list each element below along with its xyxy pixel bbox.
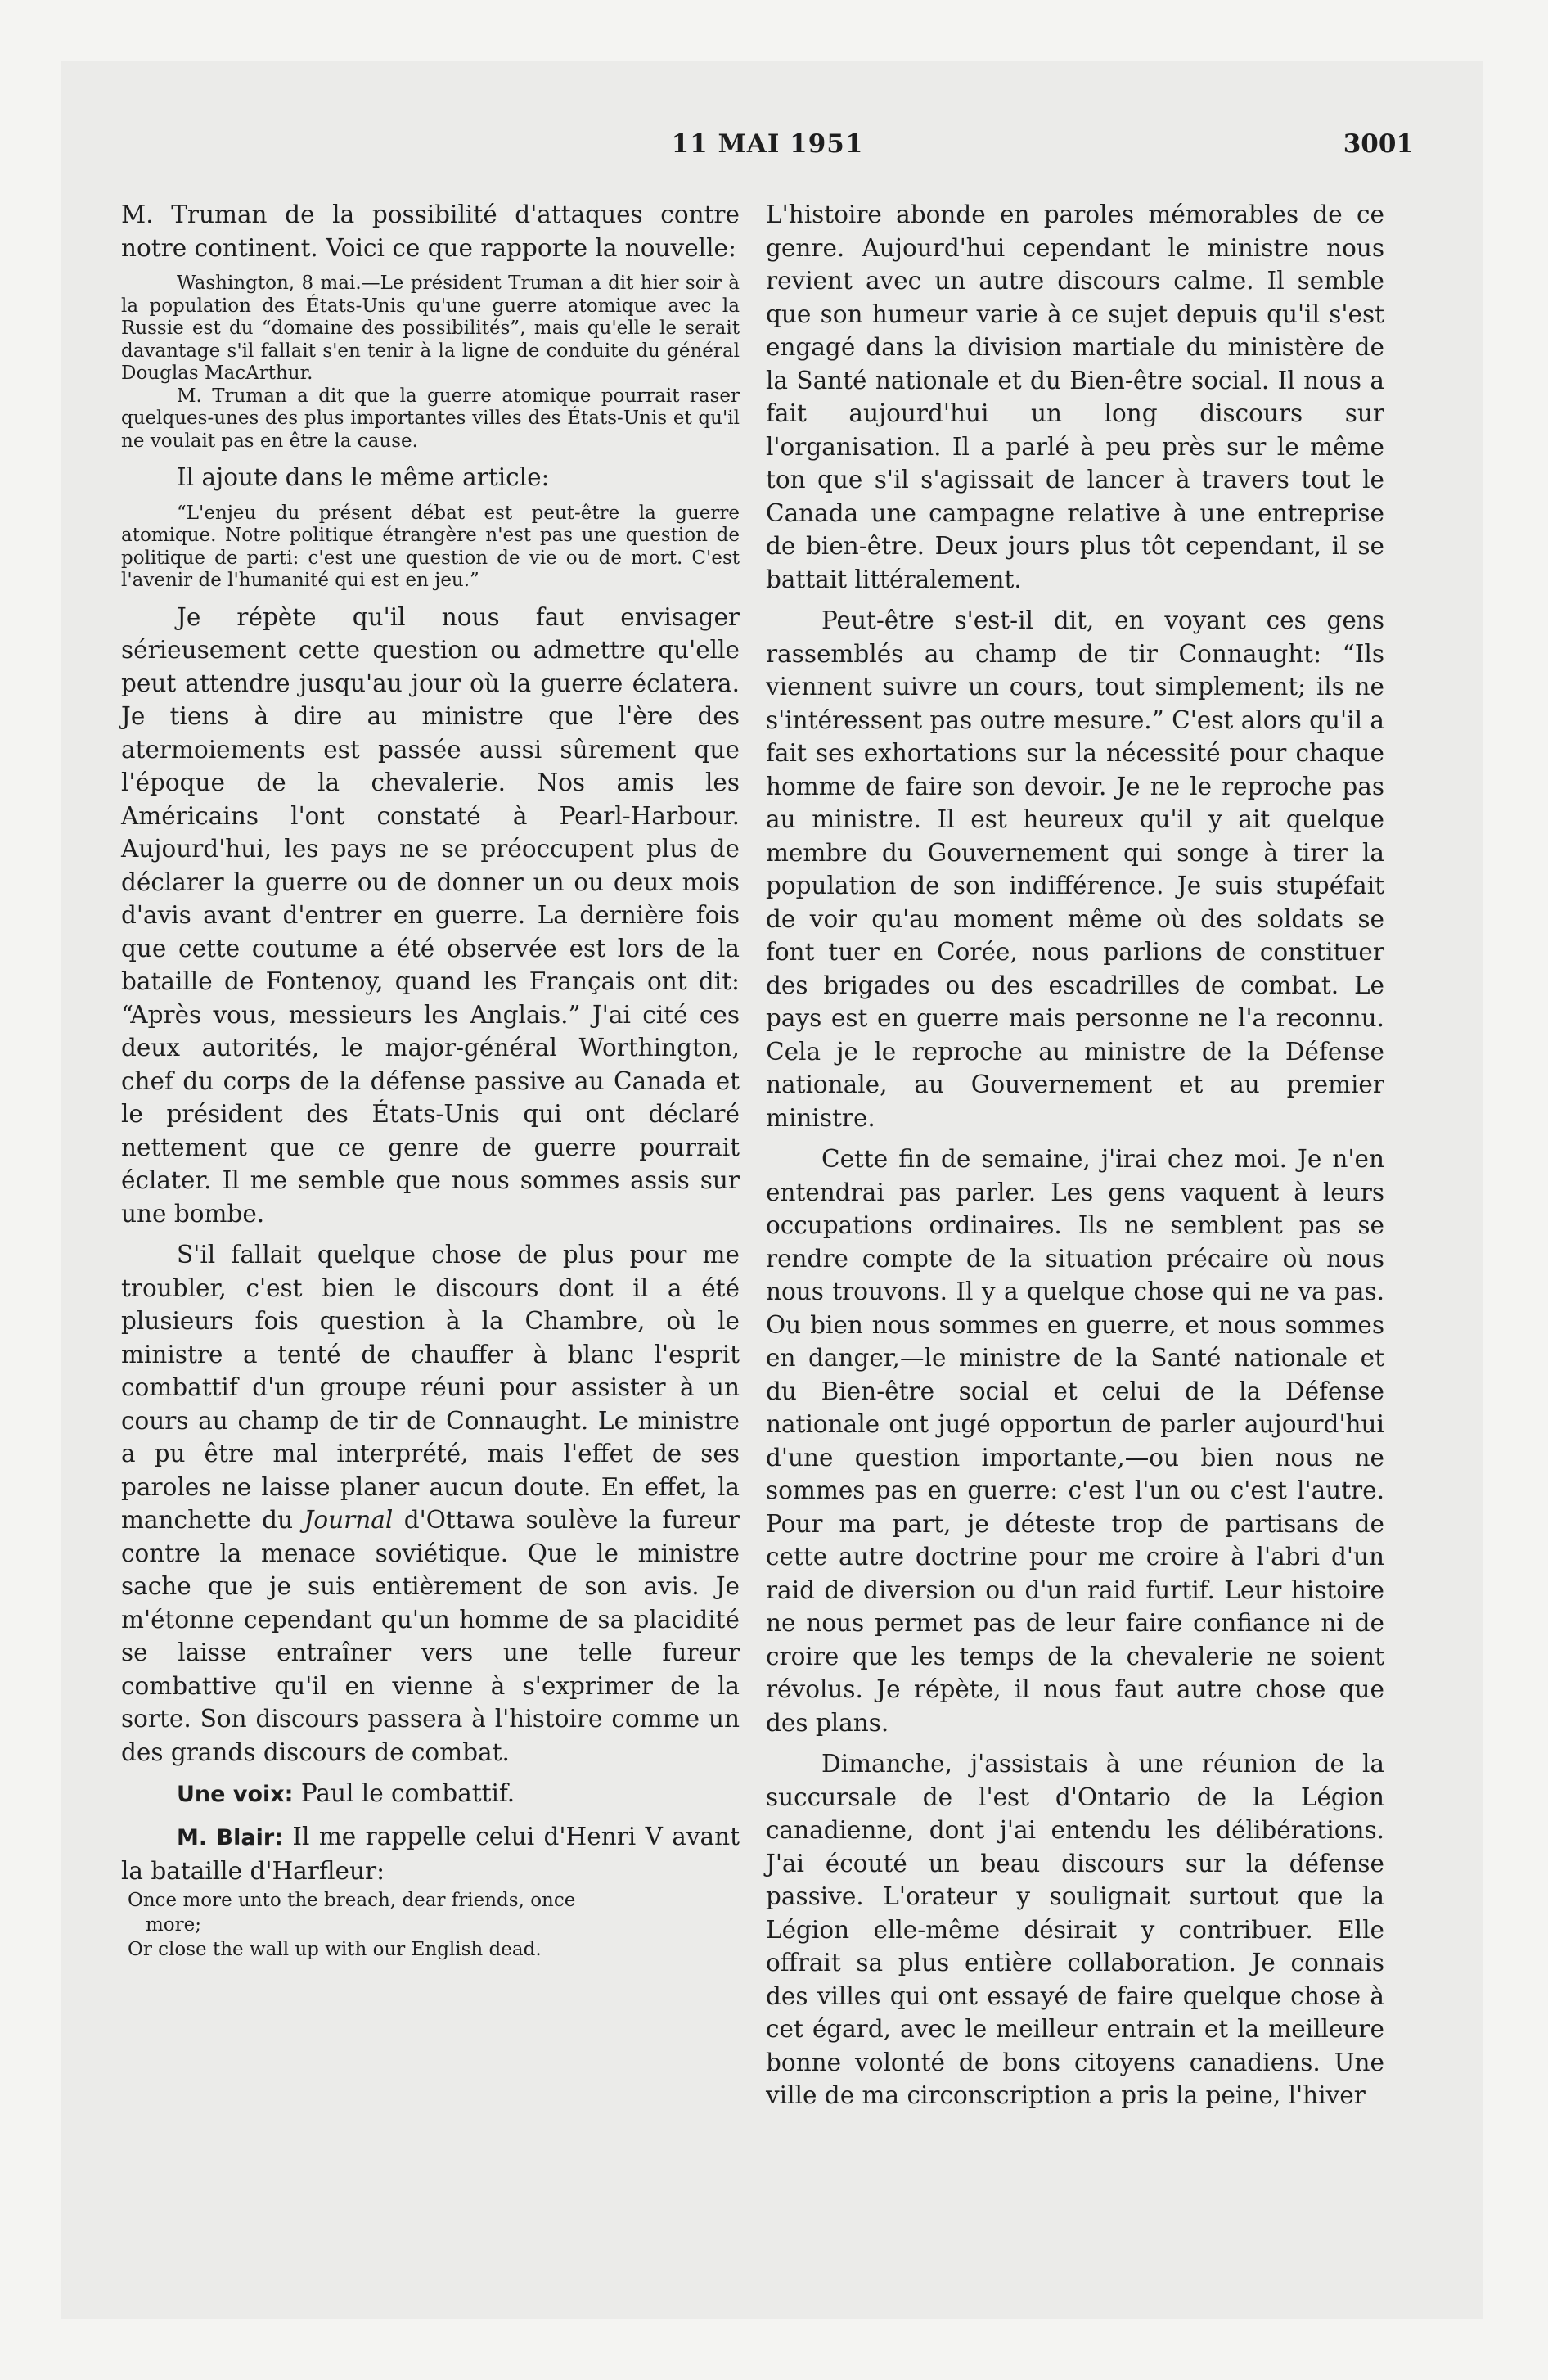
- speaker-line: [121, 1820, 740, 1888]
- page-number: 3001: [1343, 129, 1414, 159]
- speaker-line: [121, 1777, 740, 1812]
- text-run: S'il fallait quelque chose de plus pour me troubler, c'est bien le discours dont il a été plusieurs fois question à la Chambre, où le ministre a tenté de chauffer à blanc l'esprit combattif d'un groupe réuni pour assister à un cours au champ de tir de Connaught. Le ministre a pu être mal interprété, mais l'effet de ses paroles ne laisse planer aucun doute. En effet, la manchette du: [121, 1241, 740, 1534]
- speaker-name: Une voix:: [177, 1782, 294, 1807]
- newspaper-title: Journal: [304, 1506, 394, 1534]
- left-column: [121, 198, 740, 1962]
- verse-line: Or close the wall up with our English dead.: [128, 1938, 542, 1960]
- paragraph: M. Truman de la possibilité d'attaques contre notre continent. Voici ce que rapporte la nouvelle:: [121, 201, 740, 262]
- paragraph: L'histoire abonde en paroles mémorables de ce genre. Aujourd'hui cependant le ministre nous revient avec un autre discours calme. Il semble que son humeur varie à ce sujet depuis qu'il s'est engagé dans la division martiale du ministère de la Santé nationale et du Bien-être social. Il nous a fait aujourd'hui un long discours sur l'organisation. Il a parlé à peu près sur le même ton que s'il s'agissait de lancer à travers tout le Canada une campagne relative à une entreprise de bien-être. Deux jours plus tôt cependant, il se battait littéralement.: [766, 201, 1384, 593]
- speech-text: Paul le combattif.: [293, 1779, 515, 1807]
- speaker-name: M. Blair:: [177, 1824, 283, 1850]
- verse-line: more;: [146, 1913, 202, 1936]
- paragraph: Il ajoute dans le même article:: [177, 463, 550, 491]
- right-column: [766, 198, 1384, 2112]
- quote-paragraph: “L'enjeu du présent débat est peut-être la guerre atomique. Notre politique étrangère n'est pas une question de politique de parti: c'est une question de vie ou de mort. C'est l'avenir de l'humanité qui est en jeu.”: [121, 502, 740, 591]
- quote-paragraph: Washington, 8 mai.—Le président Truman a dit hier soir à la population des États-Unis qu'une guerre atomique avec la Russie est du “domaine des possibilités”, mais qu'elle le serait davantage s'il fallait s'en tenir à la ligne de conduite du général Douglas MacArthur.: [121, 273, 740, 384]
- text-run: d'Ottawa soulève la fureur contre la menace soviétique. Que le ministre sache que je suis entièrement de son avis. Je m'étonne cependant qu'un homme de sa placidité se laisse entraîner vers une telle fureur combattive qu'il en vienne à s'exprimer de la sorte. Son discours passera à l'histoire comme un des grands discours de combat.: [121, 1506, 740, 1766]
- speech-text: Il me rappelle celui d'Henri V avant la bataille d'Harfleur:: [121, 1822, 740, 1885]
- quote-paragraph: M. Truman a dit que la guerre atomique pourrait raser quelques-unes des plus importantes villes des États-Unis et qu'il ne voulait pas en être la cause.: [121, 385, 740, 452]
- paragraph: Dimanche, j'assistais à une réunion de la succursale de l'est d'Ontario de la Légion canadienne, dont j'ai entendu les délibérations. J'ai écouté un beau discours sur la défense passive. L'orateur y soulignait surtout que la Légion elle-même désirait y contribuer. Elle offrait sa plus entière collaboration. Je connais des villes qui ont essayé de faire quelque chose à cet égard, avec le meilleur entrain et la meilleure bonne volonté de bons citoyens canadiens. Une ville de ma circonscription a pris la peine, l'hiver: [766, 1750, 1384, 2109]
- verse-line: Once more unto the breach, dear friends, once: [128, 1889, 576, 1911]
- page-header: [121, 129, 1414, 170]
- paragraph: Peut-être s'est-il dit, en voyant ces gens rassemblés au champ de tir Connaught: “Ils viennent suivre un cours, tout simplement; ils ne s'intéressent pas outre mesure.” C'est alors qu'il a fait ses exhortations sur la nécessité pour chaque homme de faire son devoir. Je ne le reproche pas au ministre. Il est heureux qu'il y ait quelque membre du Gouvernement qui songe à tirer la population de son indifférence. Je suis stupéfait de voir qu'au moment même où des soldats se font tuer en Corée, nous parlions de constituer des brigades ou des escadrilles de combat. Le pays est en guerre mais personne ne l'a reconnu. Cela je le reproche au ministre de la Défense nationale, au Gouvernement et au premier ministre.: [766, 606, 1384, 1132]
- header-date: 11 MAI 1951: [671, 129, 864, 159]
- paragraph: Cette fin de semaine, j'irai chez moi. Je n'en entendrai pas parler. Les gens vaquent à leurs occupations ordinaires. Ils ne semblent pas se rendre compte de la situation précaire où nous nous trouvons. Il y a quelque chose qui ne va pas. Ou bien nous sommes en guerre, et nous sommes en danger,—le ministre de la Santé nationale et du Bien-être social et celui de la Défense nationale ont jugé opportun de parler aujourd'hui d'une question importante,—ou bien nous ne sommes pas en guerre: c'est l'un ou c'est l'autre. Pour ma part, je déteste trop de partisans de cette autre doctrine pour me croire à l'abri d'un raid de diversion ou d'un raid furtif. Leur histoire ne nous permet pas de leur faire confiance ni de croire que les temps de la chevalerie ne soient révolus. Je répète, il nous faut autre chose que des plans.: [766, 1145, 1384, 1737]
- paragraph: Je répète qu'il nous faut envisager sérieusement cette question ou admettre qu'elle peut attendre jusqu'au jour où la guerre éclatera. Je tiens à dire au ministre que l'ère des atermoiements est passée aussi sûrement que l'époque de la chevalerie. Nos amis les Américains l'ont constaté à Pearl-Harbour. Aujourd'hui, les pays ne se préoccupent plus de déclarer la guerre ou de donner un ou deux mois d'avis avant d'entrer en guerre. La dernière fois que cette coutume a été observée est lors de la bataille de Fontenoy, quand les Français ont dit: “Après vous, messieurs les Anglais.” J'ai cité ces deux autorités, le major-général Worthington, chef du corps de la défense passive au Canada et le président des États-Unis qui ont déclaré nettement que ce genre de guerre pourrait éclater. Il me semble que nous sommes assis sur une bombe.: [121, 602, 740, 1228]
- paragraph: [121, 1238, 740, 1769]
